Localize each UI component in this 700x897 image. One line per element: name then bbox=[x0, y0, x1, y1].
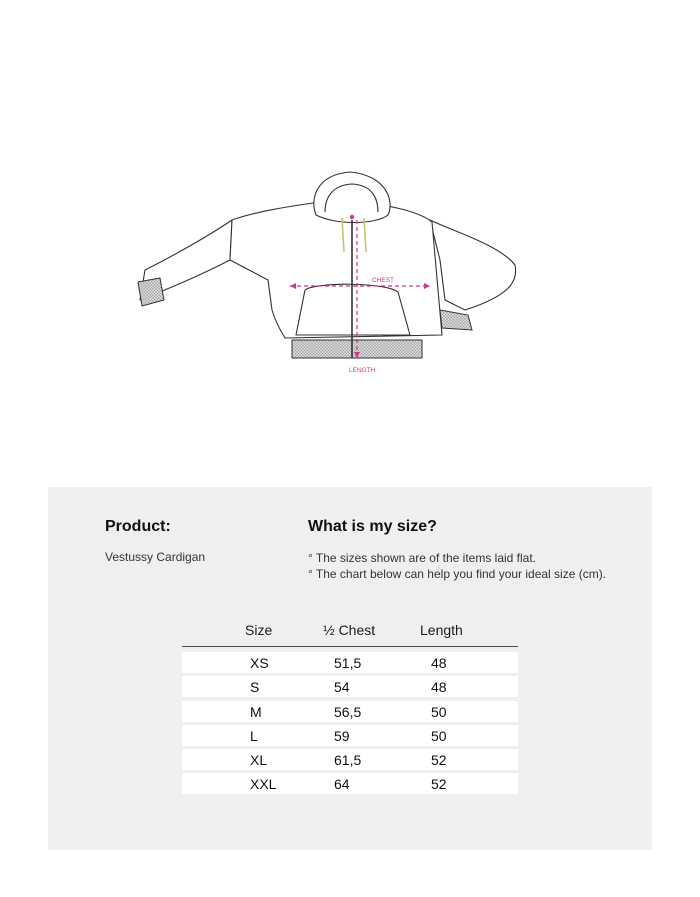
cell-chest: 61,5 bbox=[334, 752, 362, 769]
cell-size: L bbox=[250, 727, 258, 744]
right-cuff bbox=[440, 310, 472, 330]
cell-chest: 64 bbox=[334, 776, 350, 793]
size-heading: What is my size? bbox=[308, 518, 437, 535]
product-name: Vestussy Cardigan bbox=[105, 550, 206, 564]
zipper-pull bbox=[350, 215, 354, 219]
cell-size: XXL bbox=[250, 776, 277, 793]
cell-chest: 59 bbox=[334, 727, 350, 744]
cell-length: 48 bbox=[431, 679, 447, 696]
cell-length: 50 bbox=[431, 703, 447, 720]
garment-illustration bbox=[120, 160, 540, 385]
size-table bbox=[182, 617, 518, 798]
cell-chest: 51,5 bbox=[334, 655, 362, 671]
cell-chest: 54 bbox=[334, 679, 350, 696]
product-heading: Product: bbox=[105, 518, 171, 535]
length-label: LENGTH bbox=[349, 367, 376, 374]
cell-size: XL bbox=[250, 752, 268, 769]
cell-length: 50 bbox=[431, 727, 447, 744]
table-body bbox=[182, 652, 518, 794]
hoodie-flat-sketch bbox=[120, 160, 540, 385]
header-size: Size bbox=[245, 622, 273, 638]
cell-length: 48 bbox=[431, 655, 447, 671]
size-note: ° The chart below can help you find your ideal size (cm). bbox=[308, 567, 607, 581]
table-row bbox=[182, 725, 518, 746]
header-length: Length bbox=[420, 622, 463, 638]
cell-length: 52 bbox=[431, 776, 447, 793]
table-row bbox=[182, 749, 518, 770]
left-cuff bbox=[138, 278, 164, 306]
size-notes bbox=[308, 550, 606, 582]
cell-size: XS bbox=[250, 655, 269, 671]
table-row bbox=[182, 652, 518, 673]
table-row bbox=[182, 676, 518, 697]
chest-label: CHEST bbox=[372, 277, 395, 284]
kangaroo-pocket bbox=[296, 284, 410, 335]
table-row bbox=[182, 773, 518, 794]
size-note: ° The sizes shown are of the items laid flat. bbox=[308, 551, 537, 565]
cell-length: 52 bbox=[431, 752, 447, 769]
cell-size: S bbox=[250, 679, 260, 696]
cell-size: M bbox=[250, 703, 262, 720]
table-row bbox=[182, 701, 518, 722]
header-half-chest: ½ Chest bbox=[323, 622, 376, 638]
right-sleeve bbox=[430, 220, 516, 310]
table-header bbox=[182, 617, 518, 647]
size-guide-panel bbox=[48, 487, 652, 850]
cell-chest: 56,5 bbox=[334, 703, 362, 720]
